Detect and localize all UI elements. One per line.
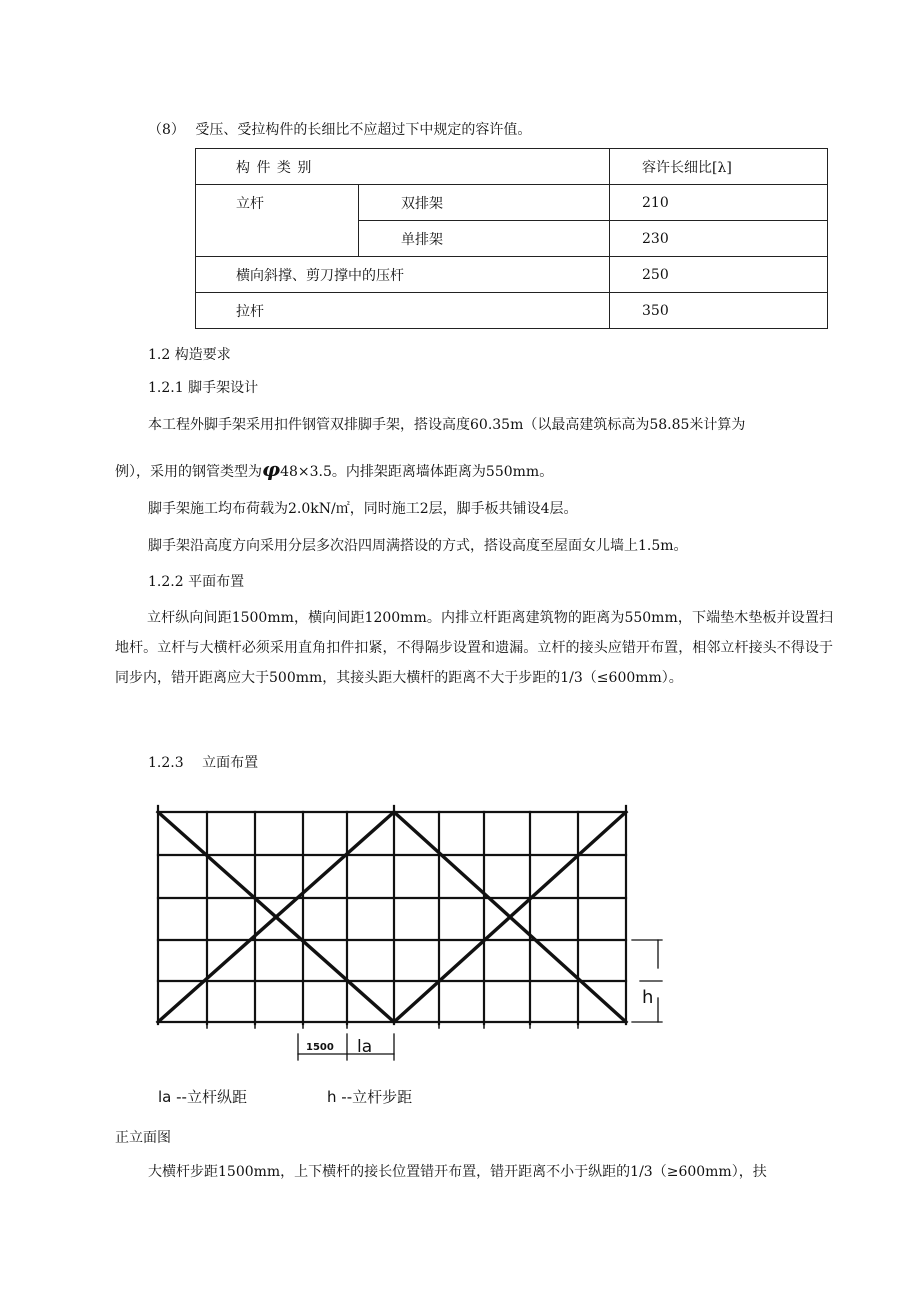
phi-symbol: φ: [262, 457, 281, 481]
dim-h: h: [642, 987, 654, 1008]
vertical-posts: [158, 806, 626, 1024]
cell-single: 单排架: [359, 221, 610, 257]
cell-tie-value: 350: [610, 293, 828, 329]
dim-la: la: [357, 1037, 373, 1057]
h-dimension: [632, 940, 662, 1022]
design-paragraph-line2: 例），采用的钢管类型为φ48×3.5。内排架距离墙体距离为550mm。: [115, 457, 554, 481]
table-header-row: [196, 149, 828, 185]
load-paragraph: 脚手架施工均布荷载为2.0kN/㎡，同时施工2层，脚手板共铺设4层。: [148, 501, 578, 517]
last-paragraph: 大横杆步距1500mm，上下横杆的接长位置错开布置，错开距离不小于纵距的1/3（≥600mm），扶: [148, 1164, 767, 1180]
design-paragraph-line1: 本工程外脚手架采用扣件钢管双排脚手架，搭设高度60.35m（以最高建筑标高为58.85米计算为: [148, 417, 746, 433]
figure-caption: 正立面图: [115, 1130, 171, 1146]
plan-paragraph: 立杆纵向间距1500mm，横向间距1200mm。内排立杆距离建筑物的距离为550mm，下端垫木垫板并设置扫地杆。立杆与大横杆必须采用直角扣件扣紧，不得隔步设置和遗漏。立杆的接头应错开布置，相邻立杆接头不得设于同步内，错开距离应大于500mm，其接头距大横杆的距离不大于步距的1/3（≤600mm）。: [115, 610, 833, 686]
item-8: [148, 119, 531, 139]
section-1-2-1: 1.2.1 脚手架设计: [148, 380, 259, 396]
cell-upright: 立杆: [196, 185, 359, 257]
cell-tie: 拉杆: [196, 293, 610, 329]
height-paragraph: 脚手架沿高度方向采用分层多次沿四周满搭设的方式，搭设高度至屋面女儿墙上1.5m。: [148, 538, 688, 554]
header-value: 容许长细比[λ]: [610, 149, 828, 185]
cell-brace: 横向斜撑、剪刀撑中的压杆: [196, 257, 610, 293]
section-1-2-3: 1.2.3 立面布置: [148, 755, 259, 771]
cell-single-value: 230: [610, 221, 828, 257]
slenderness-table: [195, 148, 828, 329]
diagonal-braces: [158, 812, 626, 1022]
table-row: [196, 185, 828, 221]
item-text: 受压、受拉构件的长细比不应超过下中规定的容许值。: [195, 122, 532, 138]
cell-double-value: 210: [610, 185, 828, 221]
section-1-2: 1.2 构造要求: [148, 347, 231, 363]
cell-double: 双排架: [359, 185, 610, 221]
section-1-2-2: 1.2.2 平面布置: [148, 574, 245, 590]
dim-1500: 1500: [306, 1042, 334, 1053]
table-row: [196, 257, 828, 293]
legend-la: la --立杆纵距: [158, 1088, 247, 1106]
legend-h: h --立杆步距: [327, 1088, 413, 1106]
header-category: 构 件 类 别: [196, 149, 610, 185]
cell-brace-value: 250: [610, 257, 828, 293]
horizontal-bars: [158, 812, 626, 1022]
elevation-diagram: [150, 798, 670, 1068]
table-row: [196, 293, 828, 329]
item-number: （8）: [148, 122, 185, 138]
